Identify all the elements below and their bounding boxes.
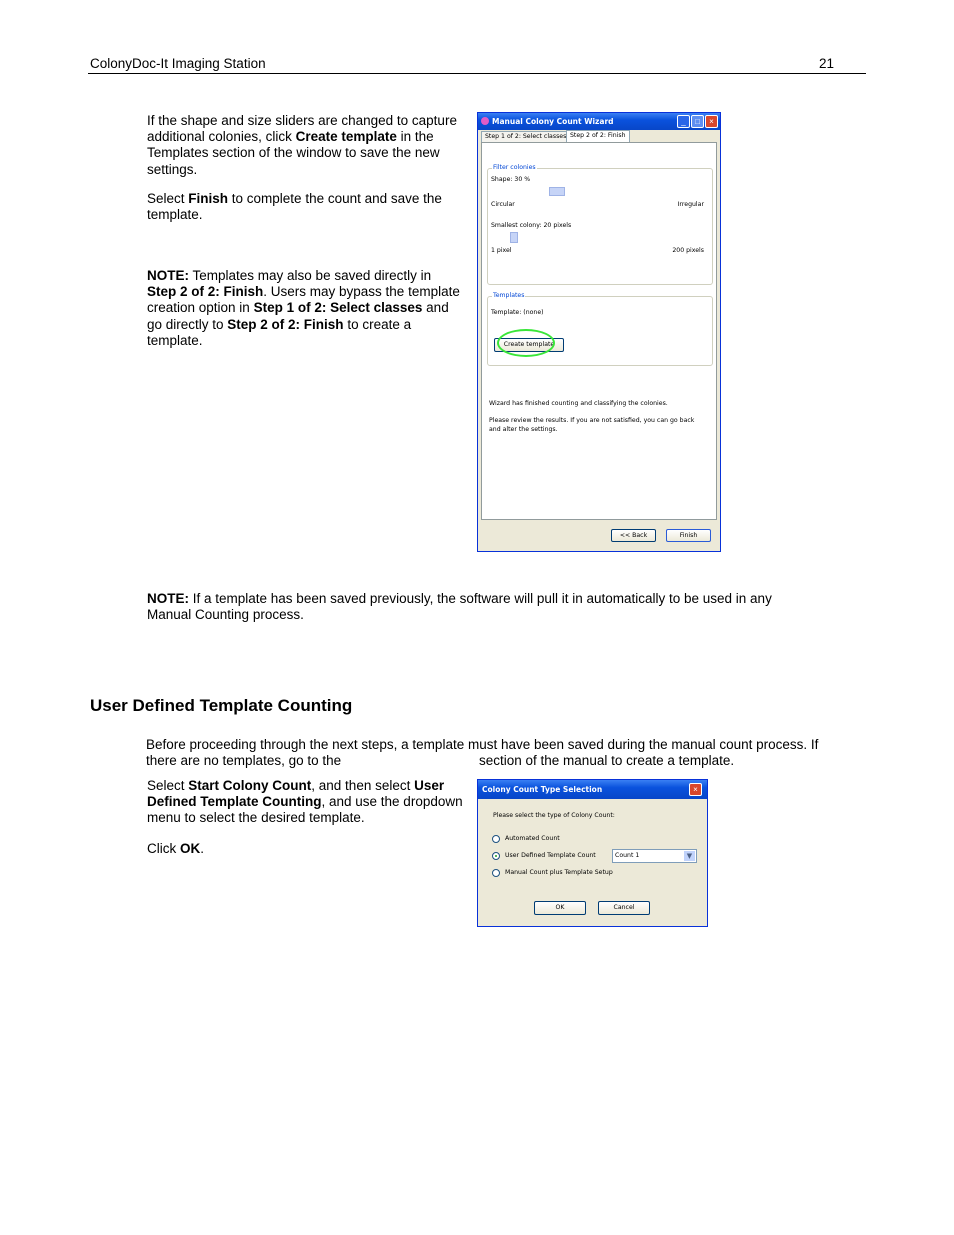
minimize-icon[interactable]: _: [677, 115, 690, 128]
option-user-defined-label: User Defined Template Count: [505, 852, 596, 859]
intro-line-1: Before proceeding through the next steps, a template must have been saved during the manual count process. If: [146, 737, 819, 752]
back-button[interactable]: << Back: [611, 529, 656, 542]
size-slider-thumb[interactable]: [510, 232, 518, 243]
paragraph-click-ok: Click OK.: [147, 841, 205, 856]
section-heading: User Defined Template Counting: [90, 696, 353, 715]
manual-colony-count-wizard-window: [477, 112, 721, 552]
cancel-button[interactable]: Cancel: [598, 901, 650, 915]
size-min-label: 1 pixel: [491, 247, 512, 254]
radio-manual[interactable]: [492, 869, 500, 877]
option-manual-label: Manual Count plus Template Setup: [505, 869, 613, 876]
highlight-circle: [497, 329, 555, 357]
shape-label: Shape: 30 %: [491, 176, 531, 183]
dialog-prompt: Please select the type of Colony Count:: [493, 812, 615, 819]
filter-colonies-group: [487, 164, 713, 285]
maximize-icon[interactable]: □: [691, 115, 704, 128]
filter-colonies-label: Filter colonies: [493, 164, 536, 171]
shape-max-label: Irregular: [677, 201, 704, 208]
wizard-title: Manual Colony Count Wizard: [492, 117, 614, 126]
template-dropdown-value: Count 1: [615, 852, 640, 859]
tab-step2-finish[interactable]: Step 2 of 2: Finish: [566, 130, 630, 142]
radio-automated[interactable]: [492, 835, 500, 843]
templates-label: Templates: [493, 292, 525, 299]
templates-group: [487, 292, 713, 366]
size-max-label: 200 pixels: [672, 247, 704, 254]
paragraph-create-template: If the shape and size sliders are changed to capture additional colonies, click Create template in the Templates section of the window to save the new settings.: [147, 113, 457, 177]
close-icon[interactable]: ×: [705, 115, 718, 128]
dialog-title: Colony Count Type Selection: [482, 785, 603, 794]
header-rule: [88, 73, 866, 74]
chevron-down-icon[interactable]: ▼: [684, 851, 695, 861]
dialog-close-icon[interactable]: ×: [689, 783, 702, 796]
running-header-title: ColonyDoc-It Imaging Station: [90, 56, 266, 71]
create-template-button[interactable]: Create template: [494, 338, 564, 352]
tab-step1-select-classes[interactable]: Step 1 of 2: Select classes: [481, 131, 570, 142]
app-icon: [481, 117, 489, 125]
intro-line-2a: there are no templates, go to the: [146, 753, 342, 768]
colony-count-type-dialog: [477, 779, 708, 927]
note-templates: NOTE: Templates may also be saved directly in Step 2 of 2: Finish. Users may bypass the template creation option in Step 1 of 2: Select classes and go directly to Step 2 of 2: Finish to create a template.: [147, 268, 460, 348]
intro-line-2b: section of the manual to create a template.: [479, 753, 735, 768]
note-previous-template: NOTE: If a template has been saved previously, the software will pull it in automatically to be used in any Manual Counting process.: [147, 591, 772, 623]
dialog-title-bar: [478, 780, 707, 799]
paragraph-finish: Select Finish to complete the count and save the template.: [147, 191, 442, 223]
radio-user-defined[interactable]: [492, 852, 500, 860]
template-dropdown[interactable]: [612, 849, 697, 863]
size-label: Smallest colony: 20 pixels: [491, 222, 572, 229]
wizard-finished-message: Wizard has finished counting and classifying the colonies.: [489, 400, 668, 407]
template-value: Template: (none): [491, 309, 544, 316]
paragraph-start-count: Select Start Colony Count, and then select User Defined Template Counting, and use the dropdown menu to select the desired template.: [147, 778, 463, 826]
wizard-review-message: Please review the results. If you are not satisfied, you can go back and alter the settings.: [489, 417, 695, 433]
page-number: 21: [819, 56, 835, 71]
ok-button[interactable]: OK: [534, 901, 586, 915]
option-automated-label: Automated Count: [505, 835, 560, 842]
shape-min-label: Circular: [491, 201, 515, 208]
finish-button[interactable]: Finish: [666, 529, 711, 542]
wizard-panel: [481, 142, 717, 520]
shape-slider-thumb[interactable]: [549, 187, 565, 196]
